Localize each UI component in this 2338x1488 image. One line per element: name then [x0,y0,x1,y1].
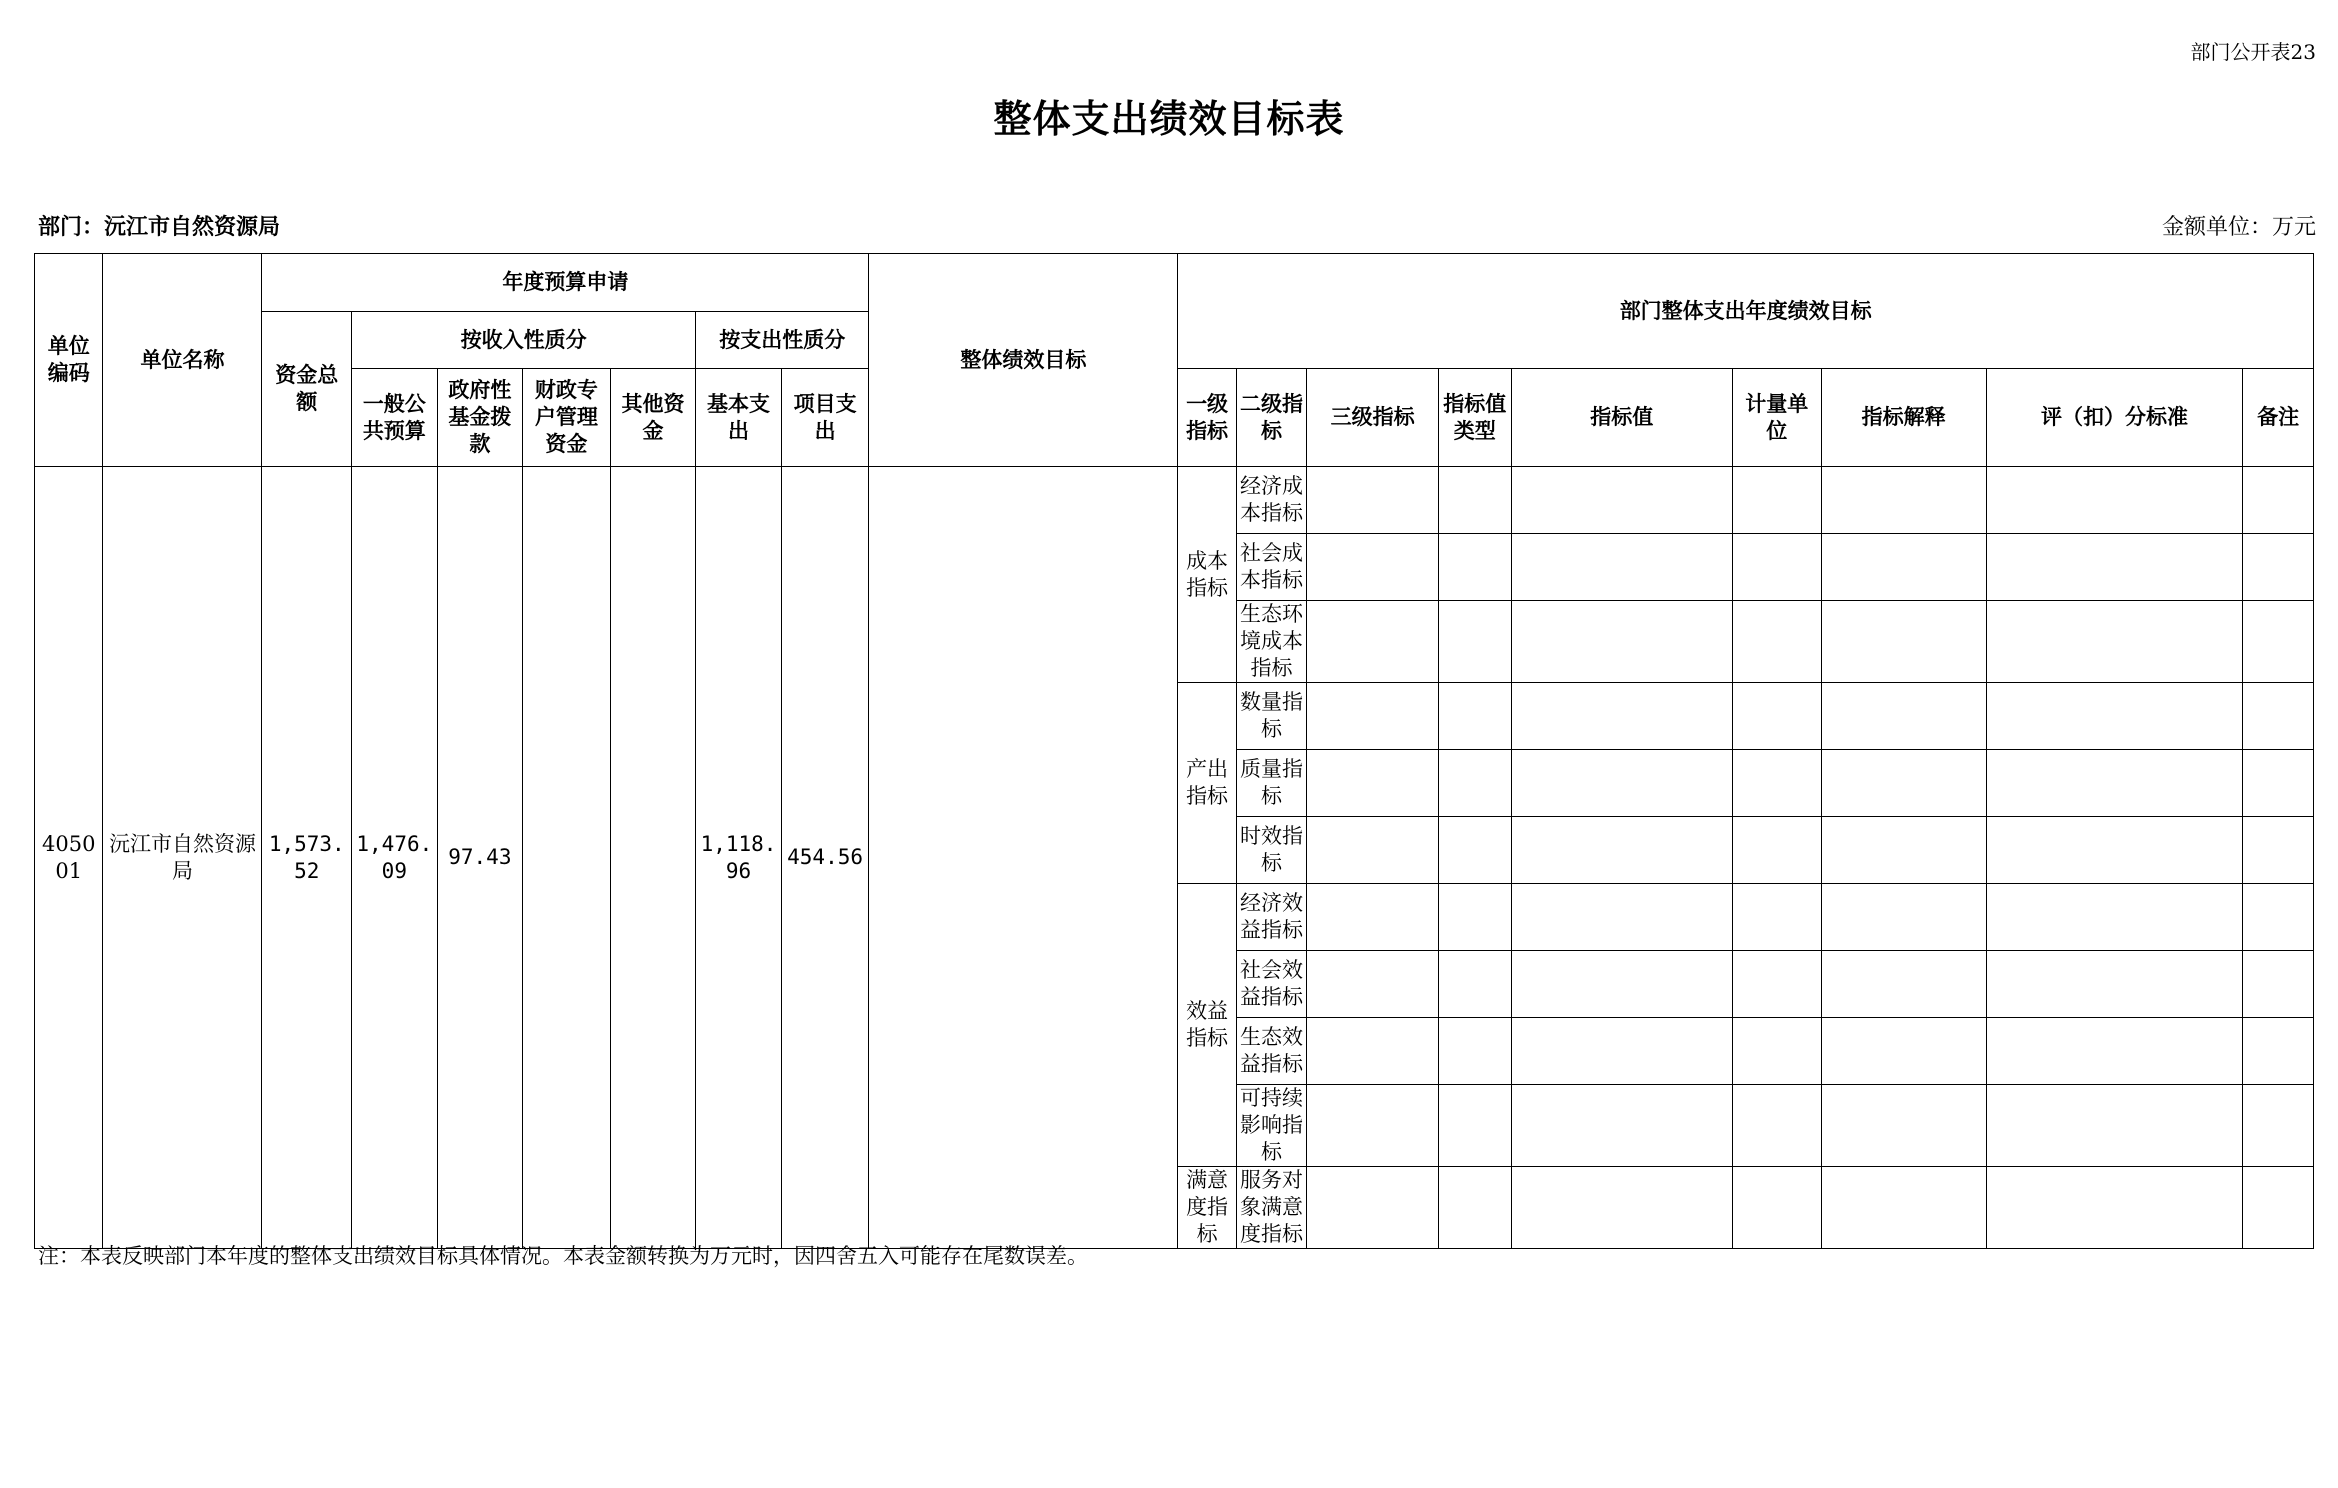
cell-measure-unit [1732,601,1821,683]
cell-level3 [1307,884,1439,951]
cell-gov-fund: 97.43 [437,467,523,1249]
cell-level2: 质量指标 [1236,750,1306,817]
cell-remark [2243,884,2314,951]
cell-level1: 满意度指标 [1178,1167,1236,1249]
cell-remark [2243,817,2314,884]
cell-general-budget: 1,476.09 [352,467,438,1249]
cell-level2: 经济成本指标 [1236,467,1306,534]
cell-value-type [1439,601,1511,683]
cell-measure-unit [1732,817,1821,884]
cell-scoring [1986,750,2243,817]
cell-level1: 成本指标 [1178,467,1236,683]
cell-measure-unit [1732,1085,1821,1167]
cell-scoring [1986,683,2243,750]
amount-unit-label: 金额单位：万元 [2161,215,2316,240]
cell-measure-unit [1732,884,1821,951]
cell-value [1511,534,1732,601]
cell-remark [2243,1085,2314,1167]
cell-scoring [1986,1085,2243,1167]
header-explanation: 指标解释 [1821,369,1986,467]
header-gov-fund: 政府性基金拨款 [437,369,523,467]
cell-measure-unit [1732,1167,1821,1249]
cell-level2: 时效指标 [1236,817,1306,884]
cell-value-type [1439,750,1511,817]
department-label: 部门：沅江市自然资源局 [38,214,281,240]
cell-remark [2243,1018,2314,1085]
cell-level2: 社会成本指标 [1236,534,1306,601]
header-other-funds: 其他资金 [610,369,696,467]
cell-scoring [1986,467,2243,534]
cell-measure-unit [1732,534,1821,601]
cell-explanation [1821,817,1986,884]
header-remark: 备注 [2243,369,2314,467]
cell-explanation [1821,467,1986,534]
cell-explanation [1821,534,1986,601]
cell-value-type [1439,884,1511,951]
cell-explanation [1821,750,1986,817]
header-by-expense: 按支出性质分 [696,312,869,369]
cell-remark [2243,683,2314,750]
cell-explanation [1821,1085,1986,1167]
cell-basic-exp: 1,118.96 [696,467,782,1249]
cell-value [1511,884,1732,951]
cell-explanation [1821,1018,1986,1085]
cell-level1: 效益指标 [1178,884,1236,1167]
header-special-account: 财政专户管理资金 [523,369,611,467]
header-perf-goal: 部门整体支出年度绩效目标 [1178,254,2314,369]
cell-level2: 生态效益指标 [1236,1018,1306,1085]
cell-value-type [1439,534,1511,601]
cell-level2: 经济效益指标 [1236,884,1306,951]
cell-scoring [1986,534,2243,601]
cell-value [1511,817,1732,884]
cell-level3 [1307,951,1439,1018]
cell-level3 [1307,467,1439,534]
cell-explanation [1821,1167,1986,1249]
form-number: 部门公开表23 [2190,40,2316,64]
cell-level2: 服务对象满意度指标 [1236,1167,1306,1249]
header-general-budget: 一般公共预算 [352,369,438,467]
cell-project-exp: 454.56 [781,467,869,1249]
header-measure-unit: 计量单位 [1732,369,1821,467]
header-basic-exp: 基本支出 [696,369,782,467]
header-by-income: 按收入性质分 [352,312,696,369]
cell-level3 [1307,817,1439,884]
cell-level3 [1307,1167,1439,1249]
cell-measure-unit [1732,951,1821,1018]
cell-explanation [1821,601,1986,683]
cell-measure-unit [1732,1018,1821,1085]
cell-level3 [1307,683,1439,750]
cell-value-type [1439,683,1511,750]
cell-other-funds [610,467,696,1249]
cell-level3 [1307,534,1439,601]
cell-value [1511,1018,1732,1085]
cell-scoring [1986,1167,2243,1249]
cell-level2: 生态环境成本指标 [1236,601,1306,683]
cell-scoring [1986,817,2243,884]
header-total: 资金总额 [262,312,352,467]
cell-scoring [1986,601,2243,683]
cell-value [1511,951,1732,1018]
cell-value [1511,467,1732,534]
cell-special-account [523,467,611,1249]
cell-level3 [1307,1085,1439,1167]
cell-value-type [1439,1085,1511,1167]
cell-value [1511,683,1732,750]
performance-table [34,253,2314,1249]
cell-level2: 数量指标 [1236,683,1306,750]
cell-level1: 产出指标 [1178,683,1236,884]
cell-value-type [1439,1018,1511,1085]
header-unit-code: 单位编码 [35,254,103,467]
header-scoring: 评（扣）分标准 [1986,369,2243,467]
page-title: 整体支出绩效目标表 [993,97,1345,141]
cell-level3 [1307,750,1439,817]
cell-scoring [1986,884,2243,951]
cell-unit-code: 405001 [35,467,103,1249]
cell-scoring [1986,1018,2243,1085]
cell-level3 [1307,1018,1439,1085]
header-value-type: 指标值类型 [1439,369,1511,467]
header-level3: 三级指标 [1307,369,1439,467]
cell-measure-unit [1732,467,1821,534]
cell-measure-unit [1732,750,1821,817]
header-annual-budget: 年度预算申请 [262,254,869,312]
header-overall-goal: 整体绩效目标 [869,254,1178,467]
cell-remark [2243,467,2314,534]
cell-total: 1,573.52 [262,467,352,1249]
cell-remark [2243,534,2314,601]
cell-overall-goal [869,467,1178,1249]
header-value: 指标值 [1511,369,1732,467]
cell-value-type [1439,817,1511,884]
table-row [35,467,2314,534]
cell-measure-unit [1732,683,1821,750]
cell-remark [2243,601,2314,683]
header-project-exp: 项目支出 [781,369,869,467]
header-level1: 一级指标 [1178,369,1236,467]
cell-explanation [1821,884,1986,951]
cell-remark [2243,951,2314,1018]
header-unit-name: 单位名称 [103,254,262,467]
cell-value [1511,601,1732,683]
cell-explanation [1821,683,1986,750]
cell-value-type [1439,951,1511,1018]
cell-value-type [1439,1167,1511,1249]
cell-value [1511,1085,1732,1167]
cell-level2: 社会效益指标 [1236,951,1306,1018]
cell-explanation [1821,951,1986,1018]
cell-remark [2243,750,2314,817]
cell-unit-name: 沅江市自然资源局 [103,467,262,1249]
cell-level3 [1307,601,1439,683]
cell-remark [2243,1167,2314,1249]
header-level2: 二级指标 [1236,369,1306,467]
cell-scoring [1986,951,2243,1018]
cell-level2: 可持续影响指标 [1236,1085,1306,1167]
footnote: 注：本表反映部门本年度的整体支出绩效目标具体情况。本表金额转换为万元时，因四舍五入可能存在尾数误差。 [38,1244,1088,1268]
cell-value-type [1439,467,1511,534]
cell-value [1511,1167,1732,1249]
cell-value [1511,750,1732,817]
